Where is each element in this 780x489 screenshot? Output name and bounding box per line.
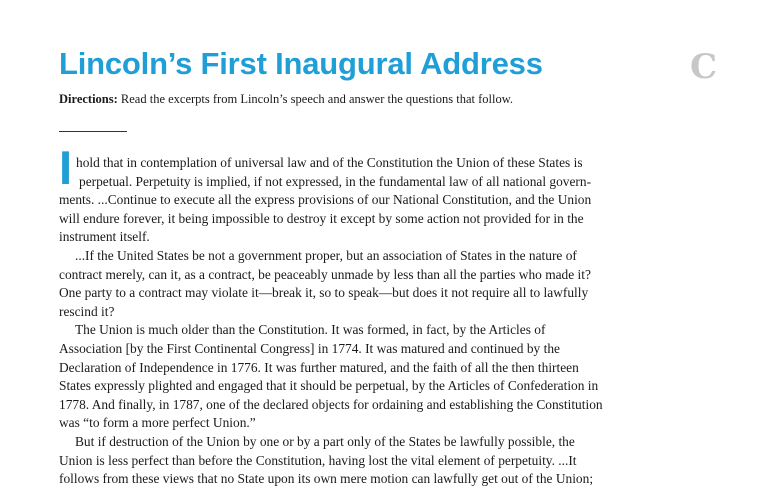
passage-line: Declaration of Independence in 1776. It was further matured, and the faith of all the then thirteen (59, 359, 579, 375)
paragraph-2 (59, 247, 727, 321)
paragraph-1 (59, 154, 727, 247)
paragraph-3 (59, 321, 727, 433)
passage-line: One party to a contract may violate it—break it, so to speak—but does it not require all to lawfully (59, 285, 589, 301)
passage-line: 1778. And finally, in 1787, one of the declared objects for ordaining and establishing the Constitution (59, 396, 603, 412)
passage-line: was “to form a more perfect Union.” (59, 415, 256, 431)
page-title: Lincoln’s First Inaugural Address (59, 46, 543, 81)
directions-text: Read the excerpts from Lincoln’s speech and answer the questions that follow. (117, 92, 514, 106)
passage-line: will endure forever, it being impossible to destroy it except by some action not provided for in the (59, 210, 584, 226)
passage-line: States expressly plighted and engaged that it should be perpetual, by the Articles of Confederation in (59, 378, 599, 394)
passage-line: contract merely, can it, as a contract, be peaceably unmade by less than all the parties who made it? (59, 266, 591, 282)
passage-line: ...If the United States be not a government proper, but an association of States in the nature of (75, 247, 577, 263)
passage (59, 154, 727, 489)
passage-line: Union is less perfect than before the Constitution, having lost the vital element of perpetuity. ...It (59, 452, 577, 468)
passage-line: The Union is much older than the Constitution. It was formed, in fact, by the Articles of (75, 322, 546, 338)
passage-line: But if destruction of the Union by one or by a part only of the States be lawfully possible, the (75, 433, 575, 449)
directions (59, 91, 513, 107)
passage-line: hold that in contemplation of universal law and of the Constitution the Union of these States is (76, 155, 583, 170)
passage-line: perpetual. Perpetuity is implied, if not expressed, in the fundamental law of all national govern- (79, 173, 592, 189)
divider (59, 131, 127, 132)
passage-line: Association [by the First Continental Congress] in 1774. It was matured and continued by the (59, 340, 560, 356)
passage-line: ments. ...Continue to execute all the express provisions of our National Constitution, and the Union (59, 192, 592, 208)
passage-line: rescind it? (59, 303, 115, 319)
passage-line: instrument itself. (59, 229, 150, 245)
drop-cap: I (59, 141, 73, 194)
paragraph-4 (59, 433, 727, 489)
section-badge: C (690, 47, 718, 87)
passage-line: follows from these views that no State upon its own mere motion can lawfully get out of the Union; (59, 471, 594, 487)
directions-label: Directions: (59, 92, 118, 106)
